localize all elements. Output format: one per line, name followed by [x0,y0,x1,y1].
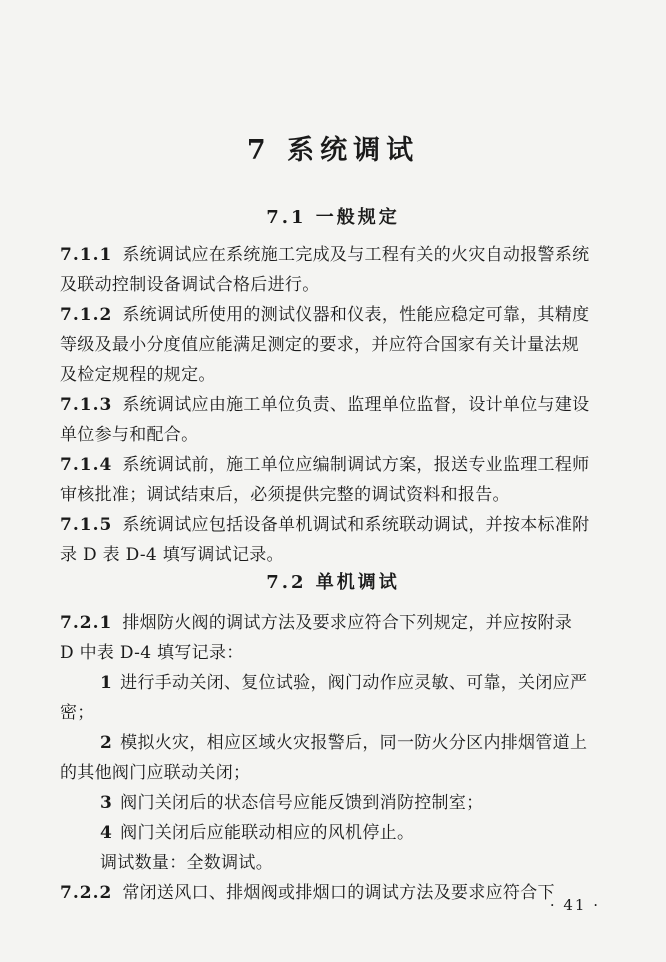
item-number: 2 [100,733,113,753]
clause-number: 7.1.5 [60,515,113,535]
item-number: 1 [100,673,113,693]
item-text: 进行手动关闭、复位试验，阀门动作应灵敏、可靠，关闭应严密； [60,673,588,723]
clause-number: 7.1.1 [60,245,113,265]
section-title-7-2: 7.2 单机调试 [266,572,400,593]
clause-text: 系统调试前，施工单位应编制调试方案，报送专业监理工程师审核批准；调试结束后，必须提供完整的调试资料和报告。 [60,455,590,505]
clause-number: 7.2.1 [60,613,113,633]
chapter-title: 7 系统调试 [246,135,420,166]
item-number: 3 [100,793,113,813]
list-item [60,818,590,848]
clause-text: 系统调试应在系统施工完成及与工程有关的火灾自动报警系统及联动控制设备调试合格后进行。 [60,245,590,295]
clause-7-1-1 [60,240,590,300]
clause-7-2-1 [60,608,590,668]
item-text: 模拟火灾，相应区域火灾报警后，同一防火分区内排烟管道上的其他阀门应联动关闭； [60,733,588,783]
clause-text: 常闭送风口、排烟阀或排烟口的调试方法及要求应符合下 [122,883,555,903]
list-item [60,668,590,728]
clause-text: 系统调试应由施工单位负责、监理单位监督，设计单位与建设单位参与和配合。 [60,395,590,445]
clause-7-1-4 [60,450,590,510]
clause-number: 7.1.4 [60,455,113,475]
list-item [60,728,590,788]
clause-number: 7.1.2 [60,305,113,325]
section-title-7-1: 7.1 一般规定 [266,207,400,228]
clause-number: 7.2.2 [60,883,113,903]
clause-7-1-5 [60,510,590,570]
clause-7-1-2 [60,300,590,390]
clause-text: 系统调试所使用的测试仪器和仪表，性能应稳定可靠，其精度等级及最小分度值应能满足测定的要求，并应符合国家有关计量法规及检定规程的规定。 [60,305,590,385]
item-text: 阀门关闭后的状态信号应能反馈到消防控制室； [120,793,484,813]
item-number: 4 [100,823,113,843]
test-quantity: 调试数量：全数调试。 [100,853,273,873]
clause-text: 系统调试应包括设备单机调试和系统联动调试，并按本标准附录 D 表 D-4 填写调试记录。 [60,515,590,565]
clause-number: 7.1.3 [60,395,113,415]
clause-text: 排烟防火阀的调试方法及要求应符合下列规定，并应按附录 D 中表 D-4 填写记录： [60,613,573,663]
list-item [60,788,590,818]
page-number: · 41 · [549,896,600,914]
clause-7-2-2 [60,878,590,908]
item-text: 阀门关闭后应能联动相应的风机停止。 [120,823,415,843]
clause-7-1-3 [60,390,590,450]
